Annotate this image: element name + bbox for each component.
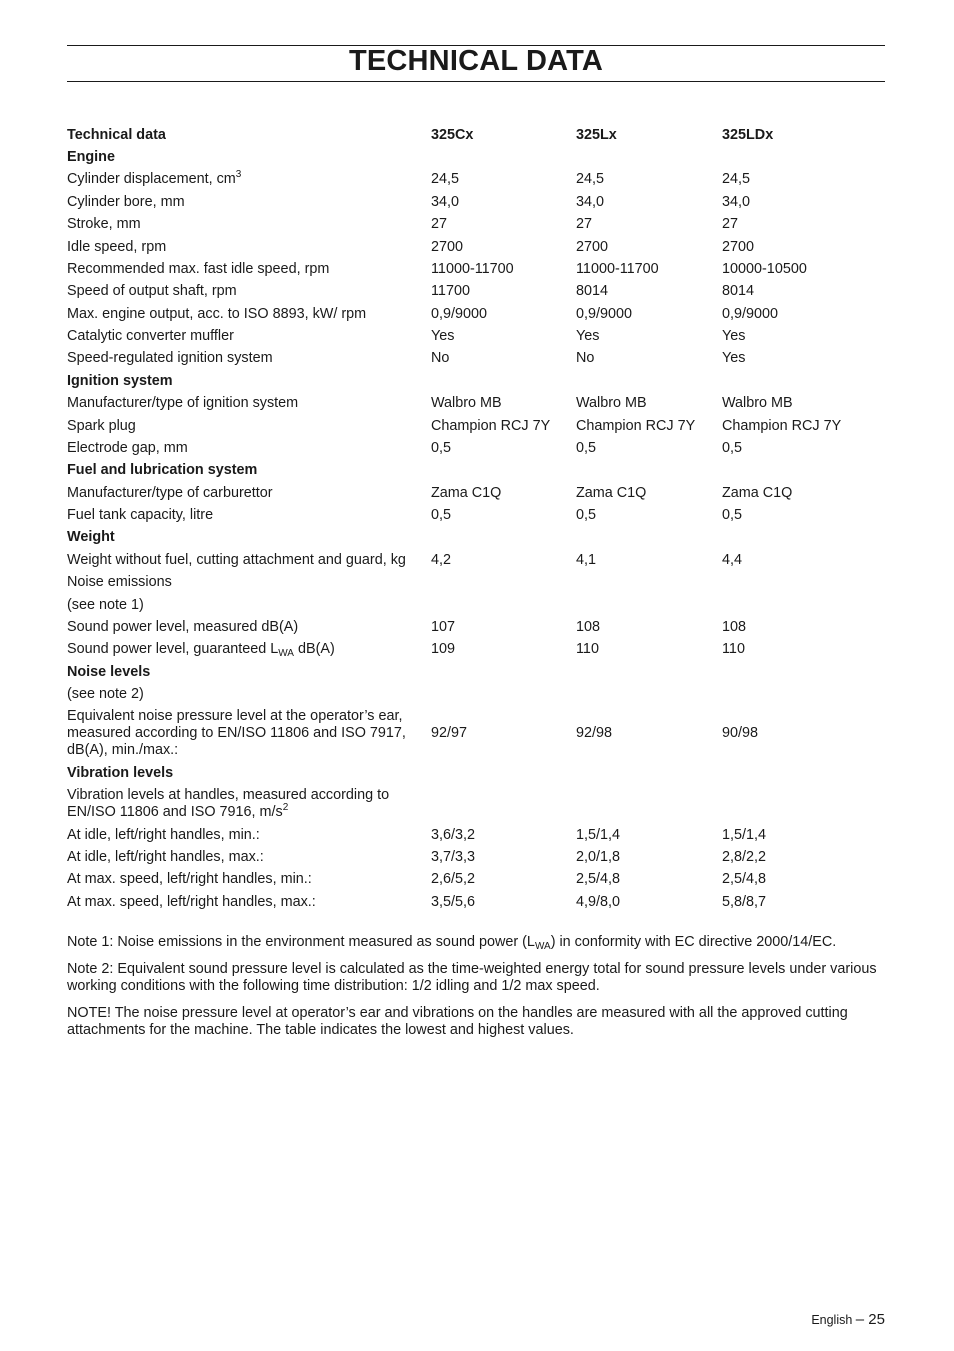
value-325lx: 8014 xyxy=(576,283,609,300)
value-325ldx: 0,9/9000 xyxy=(722,305,779,322)
note-3: NOTE! The noise pressure level at operator’s ear and vibrations on the handles are measured with all the approved cutting attachments for the machine. The table indicates the lowest and highest values. xyxy=(67,1005,848,1038)
row-label-suffix: dB(A) xyxy=(293,641,335,658)
value-325cx: 11700 xyxy=(431,283,470,300)
table-row xyxy=(67,258,885,280)
note-1 xyxy=(67,934,885,951)
value-325ldx: Zama C1Q xyxy=(722,484,793,501)
row-label-text: Vibration levels xyxy=(67,764,174,781)
value-325ldx: Yes xyxy=(722,350,746,367)
value-325lx: 24,5 xyxy=(576,171,605,188)
value-325cx: 0,9/9000 xyxy=(431,305,488,322)
note-2: Note 2: Equivalent sound pressure level is calculated as the time-weighted energy total for sound pressure levels under various working conditions with the following time distribution: 1/2 idling and 1/2 max speed. xyxy=(67,961,877,994)
table-row xyxy=(67,169,885,191)
row-label xyxy=(67,348,431,370)
value-325ldx xyxy=(722,572,885,594)
table-row xyxy=(67,891,885,913)
value-325lx: 0,5 xyxy=(576,439,597,456)
row-label xyxy=(67,846,431,868)
note-1-subscript: WA xyxy=(534,941,551,952)
value-325cx xyxy=(431,661,576,683)
value-325lx: Walbro MB xyxy=(576,395,647,412)
section-heading xyxy=(67,146,431,168)
value-325cx: 2,6/5,2 xyxy=(431,871,476,888)
row-label xyxy=(67,549,431,571)
value-325ldx xyxy=(722,460,885,482)
row-label-superscript: 3 xyxy=(235,169,242,181)
row-label-text: Max. engine output, acc. to ISO 8893, kW/ rpm xyxy=(67,305,367,322)
row-label-superscript: 2 xyxy=(282,802,289,814)
section-heading xyxy=(67,762,431,784)
value-325ldx: Champion RCJ 7Y xyxy=(722,417,842,434)
row-label-text: Engine xyxy=(67,149,115,166)
value-325lx: Zama C1Q xyxy=(576,484,647,501)
table-section-row xyxy=(67,460,885,482)
table-row xyxy=(67,869,885,891)
value-325lx: 1,5/1,4 xyxy=(576,826,621,843)
value-325lx: 27 xyxy=(576,216,593,233)
row-label xyxy=(67,437,431,459)
table-row xyxy=(67,214,885,236)
value-325ldx: 34,0 xyxy=(722,193,751,210)
value-325ldx xyxy=(722,146,885,168)
row-label xyxy=(67,594,431,616)
row-label xyxy=(67,639,431,661)
table-row xyxy=(67,348,885,370)
table-row xyxy=(67,393,885,415)
row-label-text: Sound power level, measured dB(A) xyxy=(67,618,299,635)
value-325cx xyxy=(431,370,576,392)
value-325ldx: 0,5 xyxy=(722,507,743,524)
row-label-text: Ignition system xyxy=(67,372,173,389)
section-heading xyxy=(67,370,431,392)
row-label-text: At idle, left/right handles, max.: xyxy=(67,848,264,865)
table-row xyxy=(67,437,885,459)
value-325cx: 11000-11700 xyxy=(431,260,514,277)
value-325cx xyxy=(431,572,576,594)
value-325ldx xyxy=(722,527,885,549)
value-325cx: 4,2 xyxy=(431,551,452,568)
table-row xyxy=(67,191,885,213)
table-row xyxy=(67,504,885,526)
value-325lx: 4,1 xyxy=(576,551,597,568)
value-325ldx xyxy=(722,594,885,616)
row-label-text: Stroke, mm xyxy=(67,216,141,233)
value-325lx xyxy=(576,370,722,392)
value-325lx: 34,0 xyxy=(576,193,605,210)
value-325cx xyxy=(431,146,576,168)
table-section-row xyxy=(67,146,885,168)
value-325ldx: 90/98 xyxy=(722,725,759,742)
table-row xyxy=(67,785,885,824)
table-row xyxy=(67,616,885,638)
value-325cx: 27 xyxy=(431,216,448,233)
value-325ldx: 10000-10500 xyxy=(722,260,807,277)
value-325cx: Zama C1Q xyxy=(431,484,502,501)
note-1-text-after: ) in conformity with EC directive 2000/14/EC. xyxy=(550,934,837,950)
value-325lx xyxy=(576,594,722,616)
row-label xyxy=(67,191,431,213)
notes-section xyxy=(67,934,885,1049)
row-label-text: At idle, left/right handles, min.: xyxy=(67,826,260,843)
value-325ldx xyxy=(722,370,885,392)
table-row xyxy=(67,281,885,303)
row-label-text: (see note 1) xyxy=(67,596,144,613)
value-325cx: Yes xyxy=(431,328,455,345)
row-label-subscript: WA xyxy=(278,648,294,660)
row-label-text: Manufacturer/type of ignition system xyxy=(67,395,299,412)
row-label-text: Cylinder displacement, cm xyxy=(67,171,236,188)
value-325ldx: 2,5/4,8 xyxy=(722,871,767,888)
footer-language: English xyxy=(811,1313,853,1327)
row-label xyxy=(67,214,431,236)
row-label-text: Idle speed, rpm xyxy=(67,238,167,255)
note-1-text-before: Note 1: Noise emissions in the environment measured as sound power (L xyxy=(67,934,535,950)
row-label xyxy=(67,706,431,762)
value-325ldx: 110 xyxy=(722,641,745,658)
row-label-text: Weight xyxy=(67,529,115,546)
value-325ldx: 27 xyxy=(722,216,739,233)
header-325cx: 325Cx xyxy=(431,126,474,143)
value-325lx: 2700 xyxy=(576,238,609,255)
table-row xyxy=(67,594,885,616)
value-325cx: 0,5 xyxy=(431,507,452,524)
value-325lx: 2,0/1,8 xyxy=(576,848,621,865)
row-label-text: Catalytic converter muffler xyxy=(67,328,234,345)
row-label xyxy=(67,258,431,280)
table-row xyxy=(67,549,885,571)
row-label xyxy=(67,325,431,347)
row-label xyxy=(67,393,431,415)
row-label-text: Cylinder bore, mm xyxy=(67,193,185,210)
value-325lx: Yes xyxy=(576,328,600,345)
value-325ldx: 108 xyxy=(722,618,747,635)
value-325lx: No xyxy=(576,350,595,367)
row-label xyxy=(67,504,431,526)
value-325cx: 109 xyxy=(431,641,456,658)
value-325lx xyxy=(576,785,722,824)
value-325cx xyxy=(431,762,576,784)
value-325cx: 24,5 xyxy=(431,171,460,188)
value-325lx: 2,5/4,8 xyxy=(576,871,621,888)
value-325lx: 0,5 xyxy=(576,507,597,524)
row-label-text: Vibration levels at handles, measured according to EN/ISO 11806 and ISO 7916, m/s xyxy=(67,787,390,821)
value-325ldx xyxy=(722,683,885,705)
value-325cx: No xyxy=(431,350,450,367)
value-325lx: 4,9/8,0 xyxy=(576,893,621,910)
row-label xyxy=(67,683,431,705)
row-label-text: Sound power level, guaranteed L xyxy=(67,641,279,658)
row-label xyxy=(67,236,431,258)
header-technical-data: Technical data xyxy=(67,126,166,143)
row-label-text: Spark plug xyxy=(67,417,136,434)
row-label xyxy=(67,616,431,638)
value-325lx xyxy=(576,661,722,683)
value-325cx xyxy=(431,460,576,482)
section-heading xyxy=(67,661,431,683)
row-label-text: Equivalent noise pressure level at the operator’s ear, measured according to EN/ISO 11806 and ISO 7917, dB(A), min./max.: xyxy=(67,708,406,759)
value-325lx xyxy=(576,527,722,549)
value-325cx: 0,5 xyxy=(431,439,452,456)
row-label-text: Weight without fuel, cutting attachment and guard, kg xyxy=(67,551,406,568)
table-row xyxy=(67,415,885,437)
row-label xyxy=(67,303,431,325)
row-label-text: Recommended max. fast idle speed, rpm xyxy=(67,260,330,277)
row-label-text: Speed-regulated ignition system xyxy=(67,350,273,367)
value-325cx: Walbro MB xyxy=(431,395,502,412)
row-label xyxy=(67,869,431,891)
row-label-text: Speed of output shaft, rpm xyxy=(67,283,237,300)
value-325lx: 11000-11700 xyxy=(576,260,659,277)
value-325cx: 2700 xyxy=(431,238,464,255)
value-325ldx: 4,4 xyxy=(722,551,743,568)
value-325cx xyxy=(431,683,576,705)
value-325ldx: Yes xyxy=(722,328,746,345)
row-label-text: Electrode gap, mm xyxy=(67,439,188,456)
table-section-row xyxy=(67,370,885,392)
value-325lx xyxy=(576,762,722,784)
header-325lx: 325Lx xyxy=(576,126,617,143)
value-325cx: 107 xyxy=(431,618,456,635)
page-title: TECHNICAL DATA xyxy=(348,45,604,77)
title-rule-bottom xyxy=(67,81,885,82)
table-section-row xyxy=(67,527,885,549)
row-label-text: At max. speed, left/right handles, min.: xyxy=(67,871,312,888)
header-325ldx: 325LDx xyxy=(722,126,774,143)
table-row xyxy=(67,325,885,347)
value-325cx xyxy=(431,527,576,549)
row-label-text: Fuel tank capacity, litre xyxy=(67,507,214,524)
value-325lx: Champion RCJ 7Y xyxy=(576,417,696,434)
row-label xyxy=(67,415,431,437)
value-325lx xyxy=(576,572,722,594)
row-label-text: (see note 2) xyxy=(67,686,144,703)
table-row xyxy=(67,683,885,705)
row-label xyxy=(67,891,431,913)
value-325cx: 3,7/3,3 xyxy=(431,848,476,865)
value-325ldx xyxy=(722,785,885,824)
value-325ldx: 0,5 xyxy=(722,439,743,456)
value-325ldx: 5,8/8,7 xyxy=(722,893,767,910)
row-label-text: Noise levels xyxy=(67,663,151,680)
value-325ldx: 2,8/2,2 xyxy=(722,848,767,865)
technical-data-table xyxy=(67,124,885,913)
value-325lx xyxy=(576,460,722,482)
value-325lx xyxy=(576,683,722,705)
row-label xyxy=(67,482,431,504)
row-label-text: Fuel and lubrication system xyxy=(67,462,258,479)
table-row xyxy=(67,236,885,258)
table-row xyxy=(67,846,885,868)
section-heading xyxy=(67,527,431,549)
value-325ldx: 2700 xyxy=(722,238,755,255)
value-325ldx xyxy=(722,661,885,683)
row-label-text: Noise emissions xyxy=(67,574,172,591)
table-row xyxy=(67,824,885,846)
row-label xyxy=(67,281,431,303)
value-325ldx xyxy=(722,762,885,784)
value-325ldx: 1,5/1,4 xyxy=(722,826,767,843)
row-label xyxy=(67,572,431,594)
row-label xyxy=(67,785,431,824)
value-325cx: 92/97 xyxy=(431,725,468,742)
table-header-row xyxy=(67,124,885,146)
value-325lx: 110 xyxy=(576,641,599,658)
value-325ldx: 24,5 xyxy=(722,171,751,188)
value-325lx: 108 xyxy=(576,618,601,635)
row-label-text: Manufacturer/type of carburettor xyxy=(67,484,273,501)
table-section-row xyxy=(67,661,885,683)
row-label-text: At max. speed, left/right handles, max.: xyxy=(67,893,316,910)
value-325cx: 34,0 xyxy=(431,193,460,210)
value-325lx: 0,9/9000 xyxy=(576,305,633,322)
section-heading xyxy=(67,460,431,482)
table-row xyxy=(67,706,885,762)
table-section-row xyxy=(67,762,885,784)
table-row xyxy=(67,303,885,325)
row-label xyxy=(67,824,431,846)
table-row xyxy=(67,639,885,661)
value-325lx xyxy=(576,146,722,168)
table-row xyxy=(67,572,885,594)
value-325cx xyxy=(431,785,576,824)
value-325ldx: 8014 xyxy=(722,283,755,300)
value-325ldx: Walbro MB xyxy=(722,395,793,412)
technical-data-table-body xyxy=(67,124,885,913)
row-label xyxy=(67,169,431,191)
value-325cx: 3,6/3,2 xyxy=(431,826,476,843)
value-325lx: 92/98 xyxy=(576,725,613,742)
value-325cx xyxy=(431,594,576,616)
footer-page-number: – 25 xyxy=(855,1311,885,1328)
page-footer xyxy=(811,1311,885,1328)
value-325cx: 3,5/5,6 xyxy=(431,893,476,910)
table-row xyxy=(67,482,885,504)
value-325cx: Champion RCJ 7Y xyxy=(431,417,551,434)
